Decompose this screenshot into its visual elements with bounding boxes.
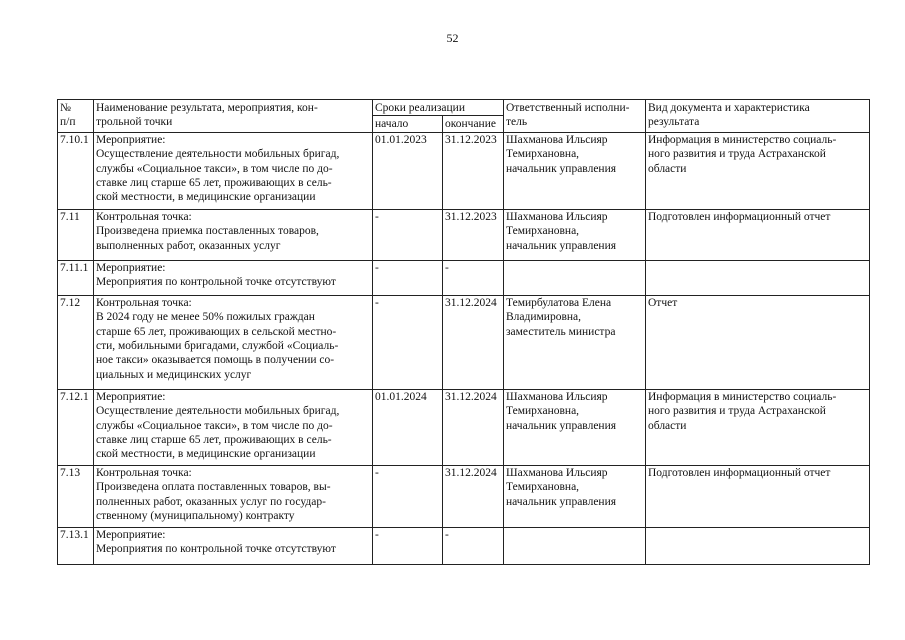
row-num: 7.12 xyxy=(58,295,94,389)
row-num: 7.13 xyxy=(58,465,94,527)
row-name: Контрольная точка: В 2024 году не менее 50% пожилых граждан старше 65 лет, проживающих в сельской местно- сти, мобильными бригадами, службой «Социаль- ное такси» оказывается помощь в получении со- циальных и медицинских услуг xyxy=(94,295,373,389)
table-row xyxy=(58,465,870,527)
table-row xyxy=(58,132,870,209)
header-name: Наименование результата, мероприятия, кон- трольной точки xyxy=(94,100,373,133)
row-start: - xyxy=(373,527,443,564)
row-num: 7.10.1 xyxy=(58,132,94,209)
row-doc: Подготовлен информационный отчет xyxy=(646,465,870,527)
row-responsible: Шахманова Ильсияр Темирхановна, начальник управления xyxy=(504,465,646,527)
row-name: Мероприятие: Осуществление деятельности мобильных бригад, службы «Социальное такси», в том числе по до- ставке лиц старше 65 лет, проживающих в сель- ской местности, в медицинские организации xyxy=(94,389,373,465)
table-row xyxy=(58,209,870,260)
row-end: - xyxy=(443,260,504,295)
row-start: 01.01.2023 xyxy=(373,132,443,209)
table-header xyxy=(58,100,870,133)
row-end: 31.12.2024 xyxy=(443,295,504,389)
row-end: 31.12.2023 xyxy=(443,209,504,260)
row-doc: Подготовлен информационный отчет xyxy=(646,209,870,260)
row-end: 31.12.2024 xyxy=(443,465,504,527)
row-end: 31.12.2023 xyxy=(443,132,504,209)
row-num: 7.12.1 xyxy=(58,389,94,465)
row-doc xyxy=(646,527,870,564)
row-end: - xyxy=(443,527,504,564)
row-end: 31.12.2024 xyxy=(443,389,504,465)
row-start: 01.01.2024 xyxy=(373,389,443,465)
header-num: № п/п xyxy=(58,100,94,133)
table-row xyxy=(58,527,870,564)
row-start: - xyxy=(373,260,443,295)
row-doc: Информация в министерство социаль- ного развития и труда Астраханской области xyxy=(646,132,870,209)
implementation-plan-table xyxy=(57,99,870,565)
row-responsible: Шахманова Ильсияр Темирхановна, начальник управления xyxy=(504,389,646,465)
row-doc xyxy=(646,260,870,295)
table-row xyxy=(58,260,870,295)
row-num: 7.11.1 xyxy=(58,260,94,295)
row-name: Мероприятие: Осуществление деятельности мобильных бригад, службы «Социальное такси», в том числе по до- ставке лиц старше 65 лет, проживающих в сель- ской местности, в медицинские организации xyxy=(94,132,373,209)
row-start: - xyxy=(373,295,443,389)
header-start: начало xyxy=(373,116,443,132)
row-responsible xyxy=(504,527,646,564)
header-period: Сроки реализации xyxy=(373,100,504,116)
header-responsible: Ответственный исполни- тель xyxy=(504,100,646,133)
row-name: Мероприятие: Мероприятия по контрольной точке отсутствуют xyxy=(94,527,373,564)
row-doc: Информация в министерство социаль- ного развития и труда Астраханской области xyxy=(646,389,870,465)
row-num: 7.13.1 xyxy=(58,527,94,564)
page-number: 52 xyxy=(446,31,459,45)
table-body xyxy=(58,132,870,564)
row-name: Контрольная точка: Произведена оплата поставленных товаров, вы- полненных работ, оказанных услуг по государ- ственному (муниципальному) контракту xyxy=(94,465,373,527)
table-row xyxy=(58,295,870,389)
row-responsible: Шахманова Ильсияр Темирхановна, начальник управления xyxy=(504,132,646,209)
table-row xyxy=(58,389,870,465)
row-responsible xyxy=(504,260,646,295)
header-doc: Вид документа и характеристика результата xyxy=(646,100,870,133)
row-name: Мероприятие: Мероприятия по контрольной точке отсутствуют xyxy=(94,260,373,295)
row-doc: Отчет xyxy=(646,295,870,389)
row-start: - xyxy=(373,209,443,260)
row-responsible: Шахманова Ильсияр Темирхановна, начальник управления xyxy=(504,209,646,260)
row-num: 7.11 xyxy=(58,209,94,260)
row-name: Контрольная точка: Произведена приемка поставленных товаров, выполненных работ, оказанных услуг xyxy=(94,209,373,260)
row-responsible: Темирбулатова Елена Владимировна, заместитель министра xyxy=(504,295,646,389)
header-end: окончание xyxy=(443,116,504,132)
row-start: - xyxy=(373,465,443,527)
